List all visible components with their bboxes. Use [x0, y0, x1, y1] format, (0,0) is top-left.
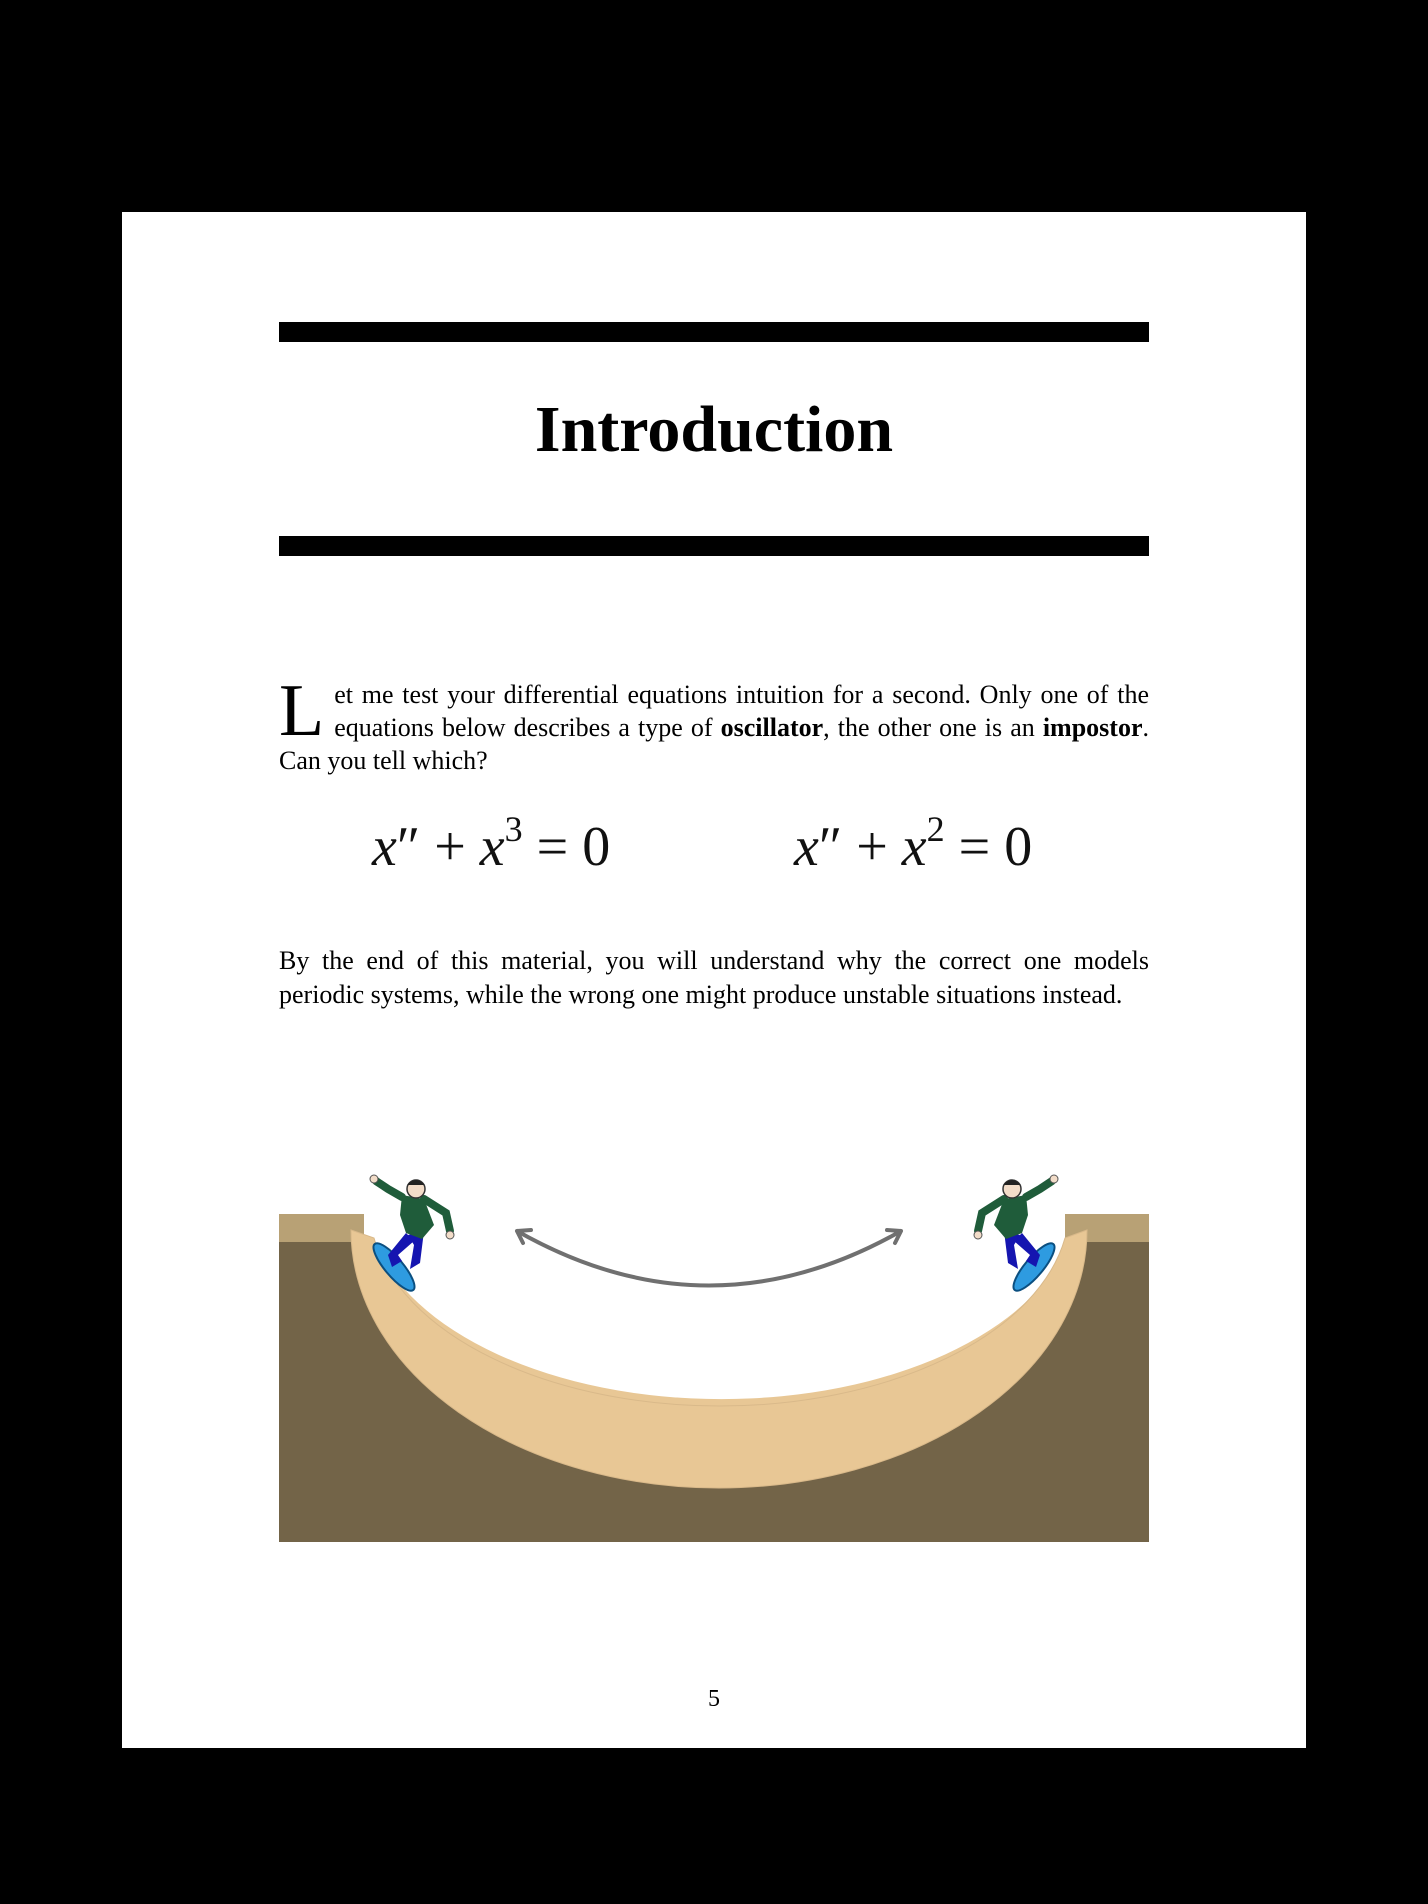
intro-text-2: , the other one is an: [823, 713, 1043, 742]
intro-text-1: et me test your differential equations intuition for a second. Only one of the equations below describes a type of: [334, 680, 1149, 742]
top-rule: [279, 322, 1149, 342]
motion-arrow: [517, 1231, 901, 1286]
equation-quadratic: $x'' + x^2 = 0$: [794, 809, 1033, 878]
book-page: [122, 212, 1306, 1748]
closing-paragraph: By the end of this material, you will understand why the correct one models periodic systems, while the wrong one might produce unstable situations instead.: [279, 946, 1149, 1009]
bottom-rule: [279, 536, 1149, 556]
half-pipe-illustration: [279, 1120, 1149, 1542]
term-oscillator: oscillator: [720, 713, 824, 742]
term-impostor: impostor: [1042, 713, 1143, 742]
drop-cap: L: [279, 670, 325, 752]
intro-paragraph: [279, 670, 1149, 777]
chapter-title: Introduction: [534, 393, 894, 466]
equation-cubic: $x'' + x^3 = 0$: [372, 809, 611, 878]
intro-text-3: . Can you tell which?: [279, 713, 1149, 775]
page-number: 5: [708, 1686, 720, 1712]
